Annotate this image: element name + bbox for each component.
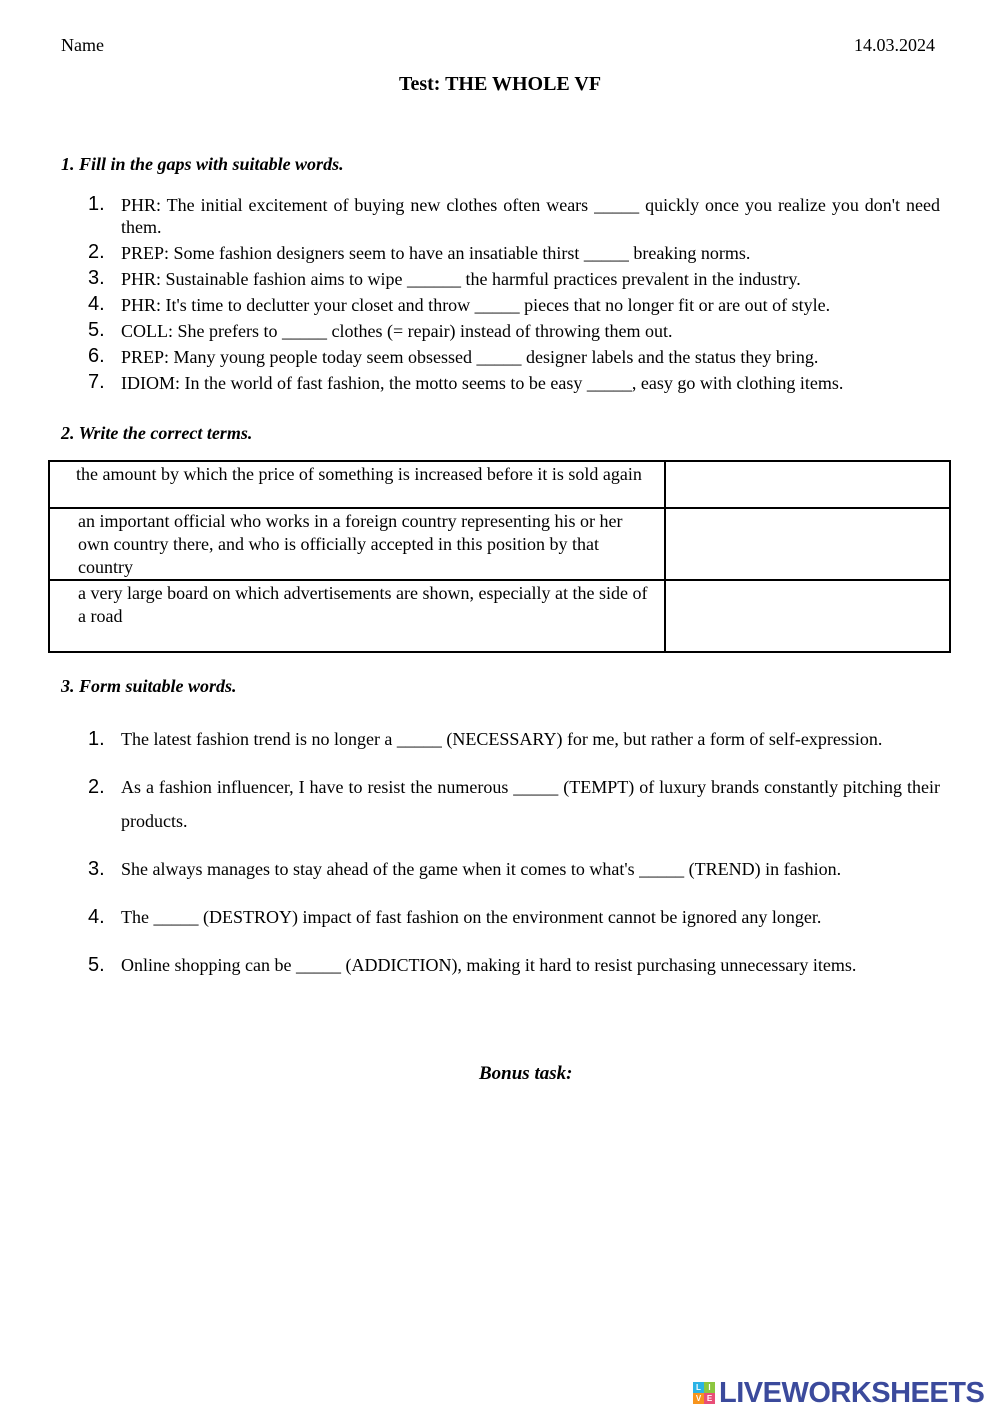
liveworksheets-logo-icon bbox=[693, 1382, 715, 1404]
list-item bbox=[88, 900, 940, 934]
section1-title: 1. Fill in the gaps with suitable words. bbox=[61, 154, 344, 174]
date: 14.03.2024 bbox=[854, 35, 935, 55]
list-item bbox=[88, 194, 940, 238]
definition-text: a very large board on which advertisements are shown, especially at the side of a road bbox=[78, 583, 648, 626]
item-number: 1. bbox=[88, 728, 105, 750]
item-text: PHR: Sustainable fashion aims to wipe ______ the harmful practices prevalent in the industry. bbox=[121, 269, 801, 289]
item-text: PREP: Many young people today seem obsessed _____ designer labels and the status they bring. bbox=[121, 347, 819, 367]
table-row bbox=[49, 461, 950, 508]
section2-title: 2. Write the correct terms. bbox=[61, 423, 253, 443]
item-number: 6. bbox=[88, 345, 105, 367]
table-row bbox=[49, 508, 950, 580]
item-number: 7. bbox=[88, 371, 105, 393]
item-text: The latest fashion trend is no longer a _____ (NECESSARY) for me, but rather a form of self-expression. bbox=[121, 729, 883, 749]
item-number: 5. bbox=[88, 954, 105, 976]
table-row bbox=[49, 580, 950, 652]
list-item bbox=[88, 268, 940, 290]
definition-cell bbox=[49, 461, 665, 508]
section3-title: 3. Form suitable words. bbox=[61, 676, 237, 696]
logo-mark-letter: V bbox=[693, 1393, 704, 1404]
list-item bbox=[88, 346, 940, 368]
item-text: She always manages to stay ahead of the game when it comes to what's _____ (TREND) in fashion. bbox=[121, 859, 842, 879]
item-text: The _____ (DESTROY) impact of fast fashion on the environment cannot be ignored any longer. bbox=[121, 907, 822, 927]
item-text: COLL: She prefers to _____ clothes (= repair) instead of throwing them out. bbox=[121, 321, 673, 341]
item-text: As a fashion influencer, I have to resist the numerous _____ (TEMPT) of luxury brands constantly pitching their products. bbox=[121, 777, 940, 831]
list-item bbox=[88, 242, 940, 264]
logo-text: LIVEWORKSHEETS bbox=[719, 1376, 985, 1409]
list-item bbox=[88, 948, 940, 982]
definition-cell bbox=[49, 508, 665, 580]
item-text: PHR: The initial excitement of buying new clothes often wears _____ quickly once you realize you don't need them. bbox=[121, 195, 940, 237]
terms-table bbox=[48, 460, 951, 653]
item-text: Online shopping can be _____ (ADDICTION), making it hard to resist purchasing unnecessary items. bbox=[121, 955, 857, 975]
name-label: Name bbox=[61, 35, 104, 55]
item-text: PHR: It's time to declutter your closet and throw _____ pieces that no longer fit or are out of style. bbox=[121, 295, 831, 315]
liveworksheets-logo bbox=[693, 1378, 984, 1408]
answer-cell[interactable] bbox=[665, 580, 950, 652]
section3-list bbox=[88, 722, 940, 996]
definition-cell bbox=[49, 580, 665, 652]
list-item bbox=[88, 372, 940, 394]
page-title: Test: THE WHOLE VF bbox=[398, 73, 602, 95]
answer-cell[interactable] bbox=[665, 461, 950, 508]
logo-mark-letter: I bbox=[704, 1382, 715, 1393]
item-number: 3. bbox=[88, 858, 105, 880]
item-text: PREP: Some fashion designers seem to have an insatiable thirst _____ breaking norms. bbox=[121, 243, 751, 263]
list-item bbox=[88, 320, 940, 342]
definition-text: an important official who works in a foreign country representing his or her own country there, and who is officially accepted in this position by that country bbox=[78, 511, 623, 577]
bonus-task-label: Bonus task: bbox=[479, 1063, 573, 1084]
item-number: 5. bbox=[88, 319, 105, 341]
item-number: 2. bbox=[88, 241, 105, 263]
item-text: IDIOM: In the world of fast fashion, the motto seems to be easy _____, easy go with clothing items. bbox=[121, 373, 844, 393]
logo-mark-letter: L bbox=[693, 1382, 704, 1393]
logo-mark-letter: E bbox=[704, 1393, 715, 1404]
item-number: 4. bbox=[88, 293, 105, 315]
item-number: 3. bbox=[88, 267, 105, 289]
list-item bbox=[88, 294, 940, 316]
item-number: 4. bbox=[88, 906, 105, 928]
definition-text: the amount by which the price of something is increased before it is sold again bbox=[76, 464, 642, 484]
answer-cell[interactable] bbox=[665, 508, 950, 580]
list-item bbox=[88, 770, 940, 838]
item-number: 1. bbox=[88, 193, 105, 215]
item-number: 2. bbox=[88, 776, 105, 798]
list-item bbox=[88, 722, 940, 756]
list-item bbox=[88, 852, 940, 886]
section1-list bbox=[88, 194, 940, 398]
